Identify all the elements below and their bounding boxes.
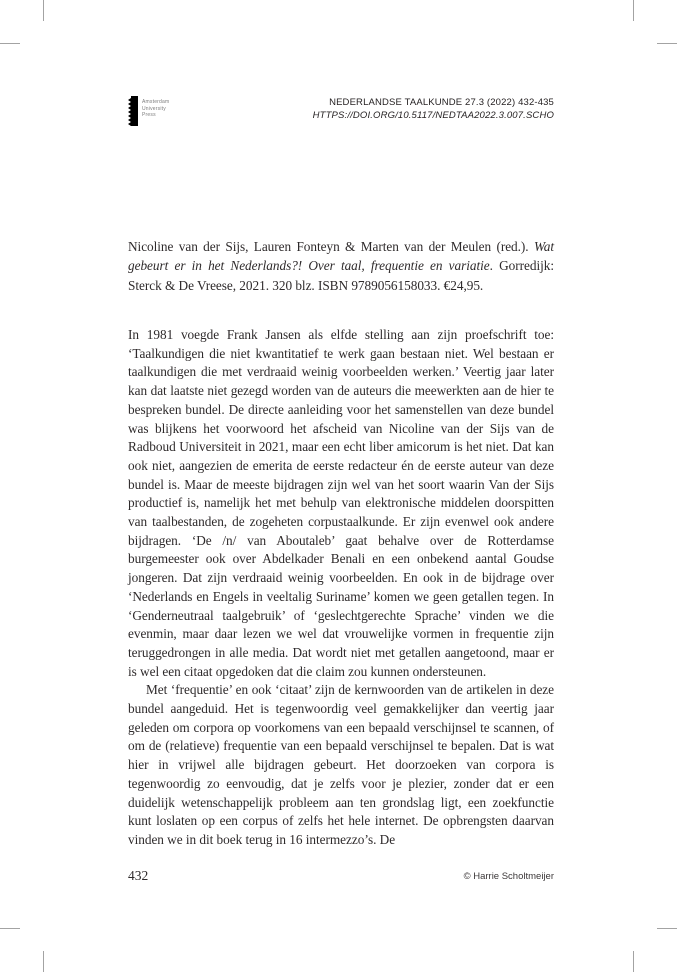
publisher-logo-text xyxy=(142,96,169,119)
crop-mark-bottom-right-horizontal xyxy=(657,928,677,929)
aup-book-spine-icon xyxy=(128,96,138,131)
body-paragraph-1: In 1981 voegde Frank Jansen als elfde stelling aan zijn proefschrift toe: ‘Taalkundigen die niet kwantitatief te werk gaan bestaan niet. Wel bestaan er taalkundigen die met verdraaid weinig voorbeelden werken.’ Veertig jaar later kan dat laatste niet gezegd worden van de auteurs die meewerkten aan de hier te bespreken bundel. De directe aanleiding voor het samenstellen van deze bundel was blijkens het voorwoord het afscheid van Nicoline van der Sijs van de Radboud Universiteit in 2021, maar een echt liber amicorum is het niet. Dat kan ook niet, aangezien de emerita de eerste redacteur én de eerste auteur van deze bundel is. Maar de meeste bijdragen zijn wel van het soort waarin Van der Sijs productief is, namelijk het met behulp van elektronische middelen doorspitten van taalbestanden, de zogeheten corpustaalkunde. Er zijn evenwel ook andere bijdragen. ‘De /n/ van Aboutaleb’ gaat behalve over de Rotterdamse burgemeester ook over Abdelkader Benali en een onbekend aantal Goudse jongeren. Dat zijn verdraaid weinig voorbeelden. En ook in de bijdrage over ‘Nederlands en Engels in veeltalig Suriname’ komen we geen getallen tegen. In ‘Genderneutraal taalgebruik’ of ‘geslechtgerechte Sprache’ vinden we die evenmin, maar daar lezen we wel dat vrouwelijke vormen in frequentie zijn teruggedrongen in alle media. Dat wordt niet met getallen aangetoond, maar er is wel een citaat opgedoken dat die claim zou kunnen ondersteunen. xyxy=(128,327,554,679)
crop-mark-top-left-vertical xyxy=(43,0,44,21)
crop-mark-bottom-left-horizontal xyxy=(0,928,20,929)
crop-mark-top-right-horizontal xyxy=(657,43,677,44)
citation-book-title: Wat gebeurt er in het Nederlands?! Over taal, frequentie en variatie xyxy=(128,239,554,274)
logo-line-university: University xyxy=(142,105,166,112)
page-number: 432 xyxy=(128,868,149,883)
crop-mark-bottom-right-vertical xyxy=(633,951,634,972)
body-paragraph-2: Met ‘frequentie’ en ook ‘citaat’ zijn de kernwoorden van de artikelen in deze bundel aangeduid. Het is tegenwoordig veel gemakkelijker dan veertig jaar geleden om corpora op voorkomens van een bepaald verschijnsel te scannen, of om de (relatieve) frequentie van een bepaald verschijnsel te bepalen. Dat is wat hier in vrijwel alle bijdragen gebeurt. Het doorzoeken van corpora is tegenwoordig zo eenvoudig, dat je zelfs voor je plezier, zonder dat er een duidelijk wetenschappelijk probleem aan ten grondslag ligt, een zoekfunctie kunt loslaten op een corpus of zelfs het hele internet. De opbrengsten daarvan vinden we in dit boek terug in 16 intermezzo’s. De xyxy=(128,682,554,847)
journal-issue-reference: NEDERLANDSE TAALKUNDE 27.3 (2022) 432-435 xyxy=(329,97,554,108)
crop-mark-top-left-horizontal xyxy=(0,43,20,44)
book-citation xyxy=(128,237,554,295)
copyright-notice: © Harrie Scholtmeijer xyxy=(463,871,554,882)
publisher-logo xyxy=(128,96,169,131)
logo-line-amsterdam: Amsterdam xyxy=(142,99,170,105)
citation-publication-details: . Gorredijk: Sterck & De Vreese, 2021. 320 blz. ISBN 9789056158033. €24,95. xyxy=(128,258,554,293)
doi-line: HTTPS://DOI.ORG/10.5117/NEDTAA2022.3.007.SCHO xyxy=(312,110,554,121)
crop-mark-bottom-left-vertical xyxy=(43,951,44,972)
logo-line-press: Press xyxy=(142,112,156,118)
citation-authors-editors: Nicoline van der Sijs, Lauren Fonteyn & Marten van der Meulen (red.). xyxy=(128,239,534,254)
crop-mark-top-right-vertical xyxy=(633,0,634,21)
review-body xyxy=(128,326,554,850)
page-header xyxy=(128,96,554,131)
journal-reference-block xyxy=(313,96,554,122)
page-footer xyxy=(128,868,554,884)
